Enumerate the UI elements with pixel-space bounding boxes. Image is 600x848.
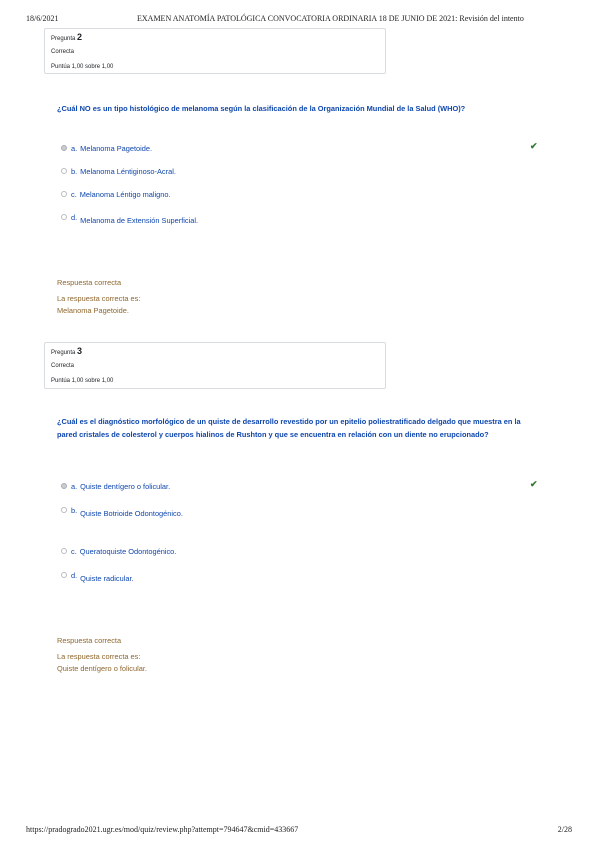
answer-option[interactable]: c. Melanoma Léntigo maligno. bbox=[61, 190, 171, 199]
answer-option[interactable]: c. Queratoquiste Odontogénico. bbox=[61, 547, 176, 556]
page-number: 2/28 bbox=[557, 825, 572, 834]
question-number: Pregunta 2 bbox=[51, 32, 83, 42]
print-date: 18/6/2021 bbox=[26, 14, 59, 23]
radio-button[interactable] bbox=[61, 572, 67, 578]
correct-answer-text: Melanoma Pagetoide. bbox=[57, 306, 129, 315]
print-title: EXAMEN ANATOMÍA PATOLÓGICA CONVOCATORIA ORDINARIA 18 DE JUNIO DE 2021: Revisión del intento bbox=[137, 14, 524, 23]
radio-button[interactable] bbox=[61, 548, 67, 554]
answer-option[interactable]: d. Melanoma de Extensión Superficial. bbox=[61, 216, 198, 225]
question-text: ¿Cuál es el diagnóstico morfológico de un quiste de desarrollo revestido por un epitelio poliestratificado delgado que muestra en la pared cristales de colesterol y cuerpos hialinos de Rushton y que se encuentra en relación con un diente no erupcionado? bbox=[57, 417, 521, 439]
question-info-box bbox=[44, 342, 386, 389]
answer-option[interactable]: d. Quiste radicular. bbox=[61, 574, 134, 583]
radio-button[interactable] bbox=[61, 214, 67, 220]
feedback-title: Respuesta correcta bbox=[57, 278, 122, 287]
check-icon: ✔ bbox=[530, 141, 538, 151]
answer-option[interactable]: a. Quiste dentígero o folicular. bbox=[61, 482, 170, 491]
question-text: ¿Cuál NO es un tipo histológico de melanoma según la clasificación de la Organización Mundial de la Salud (WHO)? bbox=[57, 104, 466, 113]
correct-answer-label: La respuesta correcta es: bbox=[57, 652, 141, 661]
question-grade: Puntúa 1,00 sobre 1,00 bbox=[51, 64, 114, 70]
correct-answer-text: Quiste dentígero o folicular. bbox=[57, 664, 147, 673]
radio-button[interactable] bbox=[61, 507, 67, 513]
radio-button[interactable] bbox=[61, 483, 67, 489]
question-grade: Puntúa 1,00 sobre 1,00 bbox=[51, 378, 114, 384]
correct-answer-label: La respuesta correcta es: bbox=[57, 294, 141, 303]
radio-button[interactable] bbox=[61, 191, 67, 197]
answer-option[interactable]: b. Melanoma Léntiginoso-Acral. bbox=[61, 167, 176, 176]
check-icon: ✔ bbox=[530, 479, 538, 489]
question-state: Correcta bbox=[51, 363, 75, 369]
feedback-title: Respuesta correcta bbox=[57, 636, 122, 645]
question-number: Pregunta 3 bbox=[51, 346, 83, 356]
question-info-box bbox=[44, 28, 386, 74]
question-state: Correcta bbox=[51, 49, 75, 55]
radio-button[interactable] bbox=[61, 145, 67, 151]
answer-option[interactable]: a. Melanoma Pagetoide. bbox=[61, 144, 152, 153]
radio-button[interactable] bbox=[61, 168, 67, 174]
answer-option[interactable]: b. Quiste Botrioide Odontogénico. bbox=[61, 509, 183, 518]
print-url: https://pradogrado2021.ugr.es/mod/quiz/review.php?attempt=794647&cmid=433667 bbox=[26, 825, 299, 834]
